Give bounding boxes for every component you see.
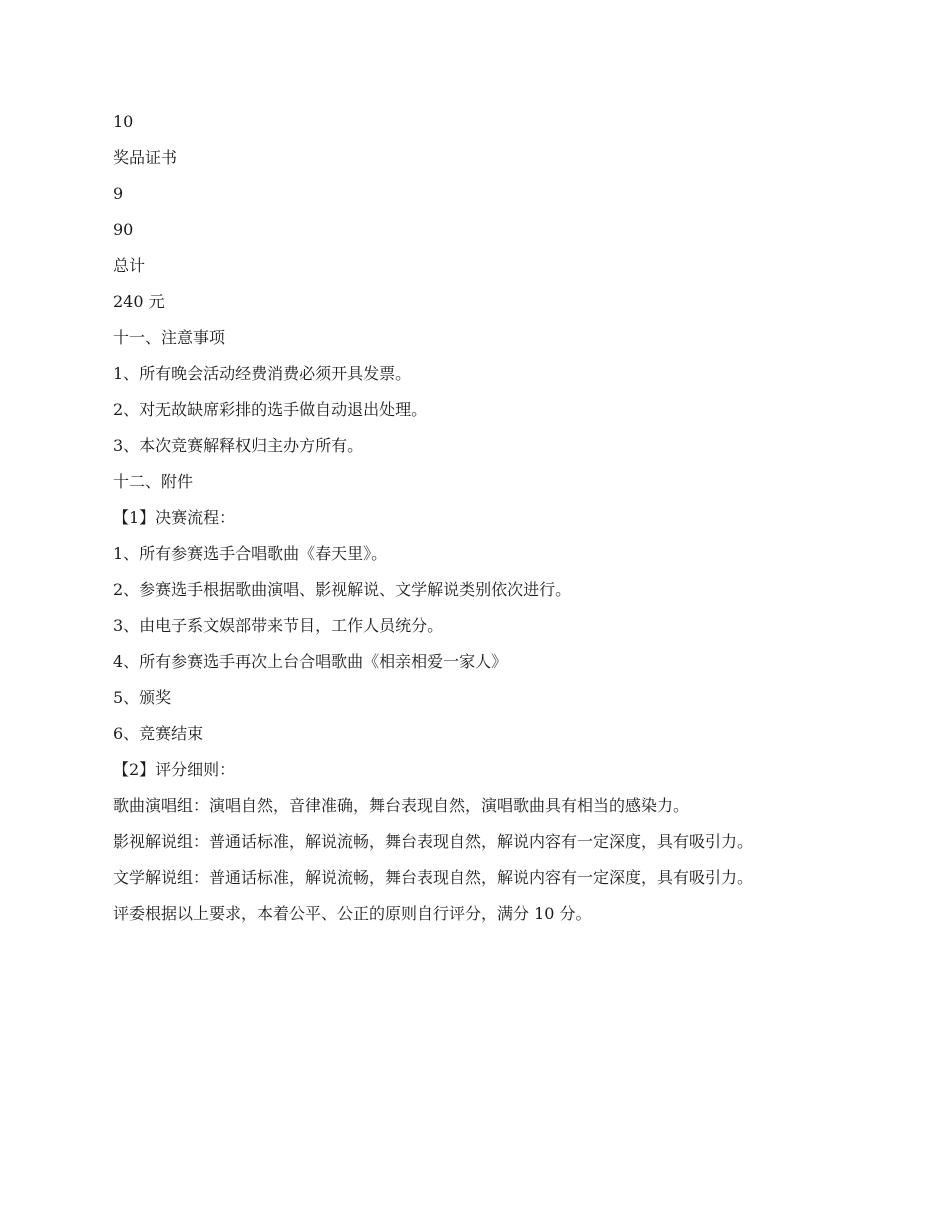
scoring-rule: 影视解说组：普通话标准，解说流畅，舞台表现自然，解说内容有一定深度，具有吸引力。 (113, 832, 754, 851)
note-item: 1、所有晚会活动经费消费必须开具发票。 (113, 364, 412, 383)
document-page (113, 113, 828, 941)
subheading-scoring-rules: 【2】评分细则： (113, 760, 236, 779)
process-step: 6、竞赛结束 (113, 724, 204, 743)
process-step: 2、参赛选手根据歌曲演唱、影视解说、文学解说类别依次进行。 (113, 580, 572, 599)
note-item: 3、本次竞赛解释权归主办方所有。 (113, 436, 364, 455)
total-label: 总计 (113, 256, 146, 275)
section-heading-notes: 十一、注意事项 (113, 328, 226, 347)
scoring-summary: 评委根据以上要求，本着公平、公正的原则自行评分，满分 10 分。 (113, 904, 592, 923)
section-heading-attachments: 十二、附件 (113, 472, 194, 491)
total-value: 240 元 (113, 292, 165, 311)
subtotal-value: 90 (113, 220, 134, 239)
process-step: 5、颁奖 (113, 688, 172, 707)
note-item: 2、对无故缺席彩排的选手做自动退出处理。 (113, 400, 428, 419)
item-name: 奖品证书 (113, 148, 178, 167)
process-step: 3、由电子系文娱部带来节目，工作人员统分。 (113, 616, 444, 635)
subheading-final-process: 【1】决赛流程： (113, 508, 236, 527)
scoring-rule: 歌曲演唱组：演唱自然，音律准确，舞台表现自然，演唱歌曲具有相当的感染力。 (113, 796, 690, 815)
process-step: 4、所有参赛选手再次上台合唱歌曲《相亲相爱一家人》 (113, 652, 508, 671)
quantity-value: 10 (113, 112, 134, 131)
unit-price-value: 9 (113, 184, 124, 203)
scoring-rule: 文学解说组：普通话标准，解说流畅，舞台表现自然，解说内容有一定深度，具有吸引力。 (113, 868, 754, 887)
process-step: 1、所有参赛选手合唱歌曲《春天里》。 (113, 544, 388, 563)
